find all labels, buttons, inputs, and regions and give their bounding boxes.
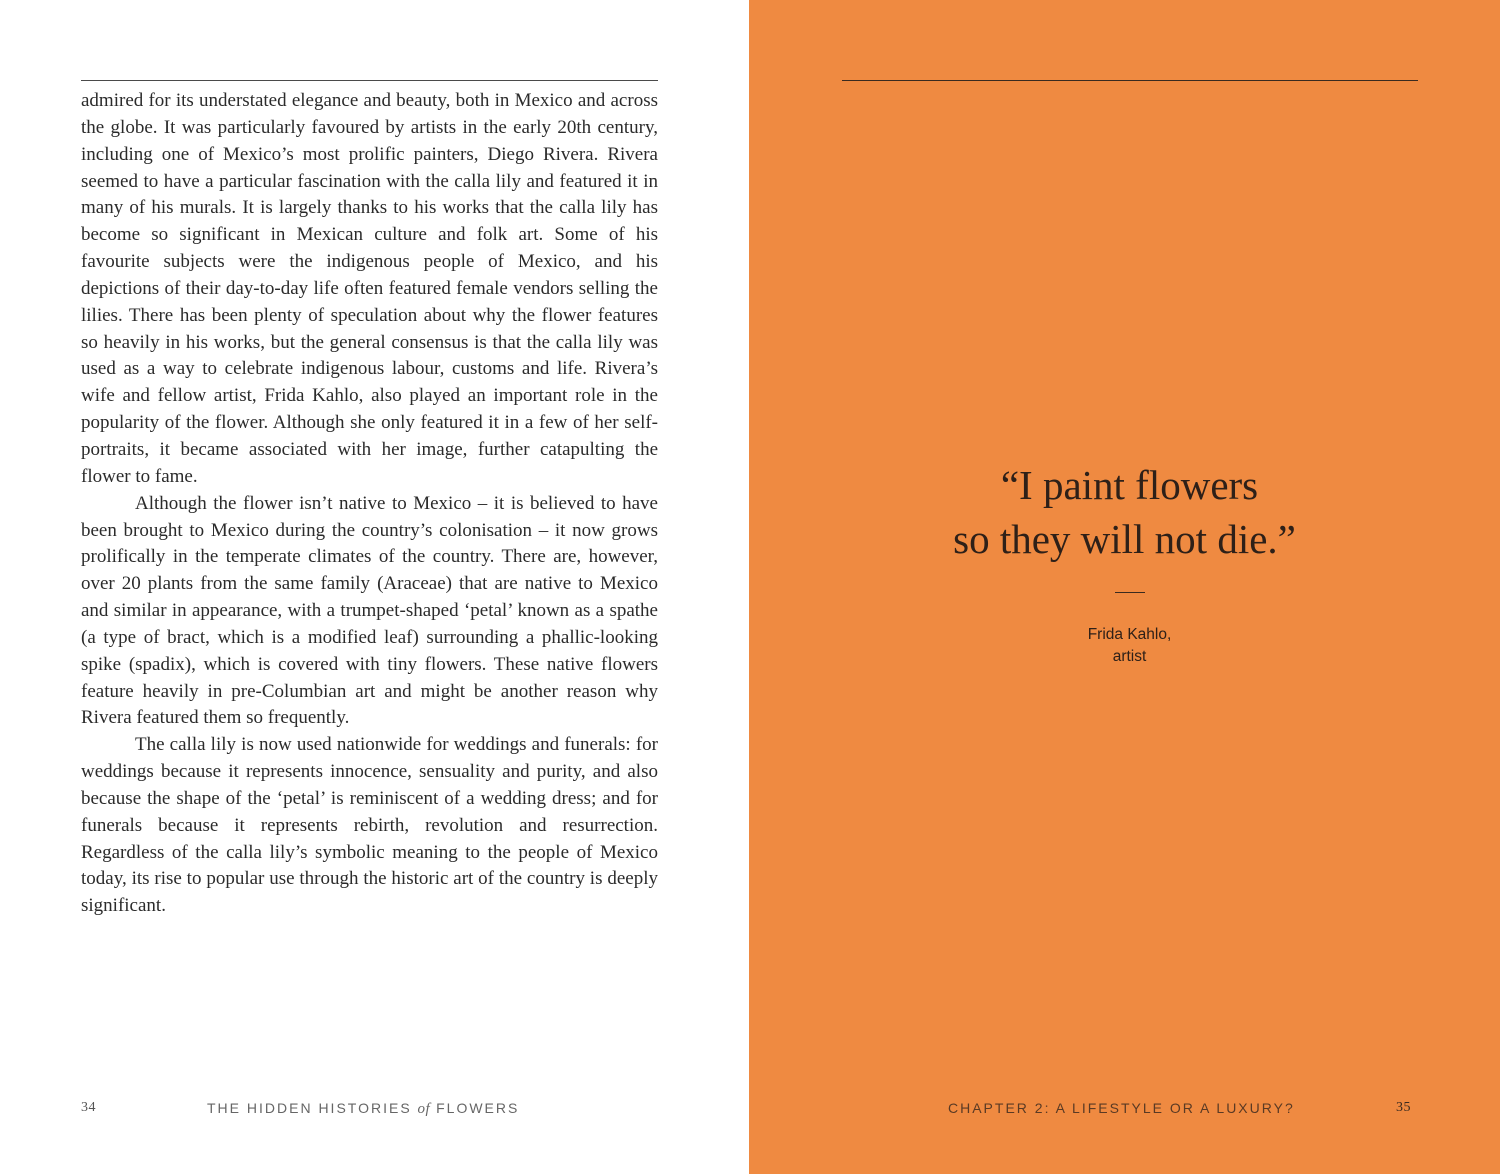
running-head-left: [207, 1100, 519, 1118]
quote-divider: [1115, 592, 1145, 593]
running-head-left-pre: THE HIDDEN HISTORIES: [207, 1100, 418, 1116]
left-page: [0, 0, 749, 1174]
body-text: [81, 88, 658, 920]
paragraph-3: The calla lily is now used nationwide for weddings and funerals: for weddings because it represents innocence, sensuality and purity, and also because the shape of the ‘petal’ is reminiscent of a wedding dress; and for funerals because it represents rebirth, revolution and resurrection. Regardless of the calla lily’s symbolic meaning to the people of Mexico today, its rise to popular use through the historic art of the country is deeply significant.: [81, 734, 658, 917]
paragraph-2: Although the flower isn’t native to Mexico – it is believed to have been brought to Mexico during the country’s colonisation – it now grows prolifically in the temperate climates of the country. There are, however, over 20 plants from the same family (Araceae) that are native to Mexico and similar in appearance, with a trumpet-shaped ‘petal’ known as a spathe (a type of bract, which is a modified leaf) surrounding a phallic-looking spike (spadix), which is covered with tiny flowers. These native flowers feature heavily in pre-Columbian art and might be another reason why Rivera featured them so frequently.: [81, 492, 658, 729]
attribution-role: artist: [1112, 648, 1147, 665]
paragraph-1: admired for its understated elegance and beauty, both in Mexico and across the globe. It was particularly favoured by artists in the early 20th century, including one of Mexico’s most prolific painters, Diego Rivera. Rivera seemed to have a particular fascination with the calla lily and featured it in many of his murals. It is largely thanks to his works that the calla lily has become so significant in Mexican culture and folk art. Some of his favourite subjects were the indigenous people of Mexico, and his depictions of their day-to-day life often featured female vendors selling the lilies. There has been plenty of speculation about why the flower features so heavily in his works, but the general consensus is that the calla lily was used as a way to celebrate indigenous labour, customs and life. Rivera’s wife and fellow artist, Frida Kahlo, also played an important role in the popularity of the flower. Although she only featured it in a few of her self-portraits, it became associated with her image, further catapulting the flower to fame.: [81, 90, 658, 487]
running-head-right: CHAPTER 2: A LIFESTYLE OR A LUXURY?: [948, 1100, 1295, 1116]
page-number-right: 35: [1396, 1100, 1411, 1115]
top-rule: [81, 80, 658, 81]
quote-attribution: [749, 624, 1500, 668]
pull-quote: [749, 458, 1500, 566]
quote-line-2: so they will not die.”: [953, 516, 1296, 562]
running-head-left-italic: of: [417, 1101, 431, 1117]
top-rule: [842, 80, 1418, 81]
quote-line-1: “I paint flowers: [1000, 462, 1259, 508]
running-head-left-post: FLOWERS: [430, 1100, 520, 1116]
attribution-name: Frida Kahlo,: [1087, 626, 1172, 643]
page-number-left: 34: [81, 1100, 96, 1115]
right-page: [749, 0, 1500, 1174]
